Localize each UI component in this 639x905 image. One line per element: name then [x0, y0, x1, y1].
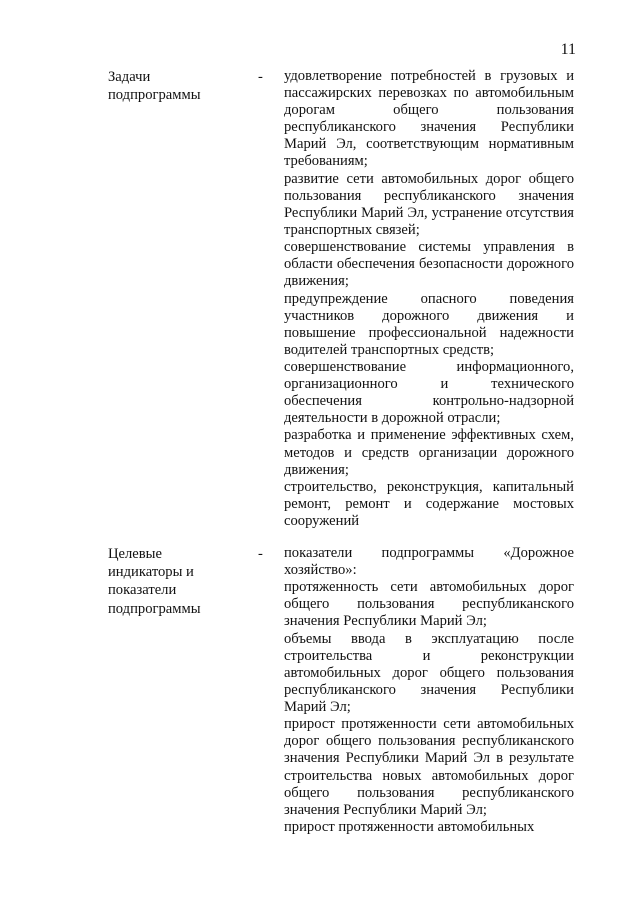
- tasks-label: [108, 68, 258, 104]
- task-item: развитие сети автомобильных дорог общего пользования республиканского значения Республики Марий Эл, устранение отсутствия транспортных связей;: [284, 170, 574, 238]
- targets-label-line: показатели: [108, 582, 177, 599]
- task-item: разработка и применение эффективных схем, методов и средств организации дорожного движения;: [284, 427, 574, 478]
- target-item: показатели подпрограммы «Дорожное хозяйство»:: [284, 545, 574, 579]
- task-item: удовлетворение потребностей в грузовых и пассажирских перевозках по автомобильным дорогам общего пользования республиканского значения Республики Марий Эл, соответствующим нормативным требованиям;: [284, 68, 574, 170]
- target-item: прирост протяженности сети автомобильных дорог общего пользования республиканского значения Республики Марий Эл в результате строительства новых автомобильных дорог общего пользования республиканского значения Республики Марий Эл;: [284, 716, 574, 818]
- targets-label: [108, 545, 258, 618]
- target-item: протяженность сети автомобильных дорог общего пользования республиканского значения Республики Марий Эл;: [284, 579, 574, 630]
- targets-label-line: Целевые: [108, 546, 162, 562]
- targets-content: [284, 545, 574, 836]
- task-item: совершенствование информационного, организационного и технического обеспечения контрольно-надзорной деятельности в дорожной отрасли;: [284, 358, 574, 427]
- page-number: 11: [560, 41, 576, 58]
- task-item: предупреждение опасного поведения участников дорожного движения и повышение профессиональной надежности водителей транспортных средств;: [284, 290, 574, 358]
- targets-dash: -: [258, 546, 263, 562]
- task-item: совершенствование системы управления в области обеспечения безопасности дорожного движения;: [284, 239, 574, 290]
- targets-label-line: индикаторы и: [108, 564, 194, 581]
- tasks-label-line: Задачи: [108, 69, 151, 85]
- target-item: прирост протяженности автомобильных: [284, 818, 535, 835]
- tasks-content: [284, 68, 574, 530]
- tasks-dash: -: [258, 69, 263, 85]
- task-item: строительство, реконструкция, капитальный ремонт, ремонт и содержание мостовых сооружений: [284, 478, 574, 529]
- target-item: объемы ввода в эксплуатацию после строительства и реконструкции автомобильных дорог общего пользования республиканского значения Республики Марий Эл;: [284, 630, 574, 716]
- targets-label-line: подпрограммы: [108, 600, 201, 617]
- tasks-label-line: подпрограммы: [108, 87, 201, 104]
